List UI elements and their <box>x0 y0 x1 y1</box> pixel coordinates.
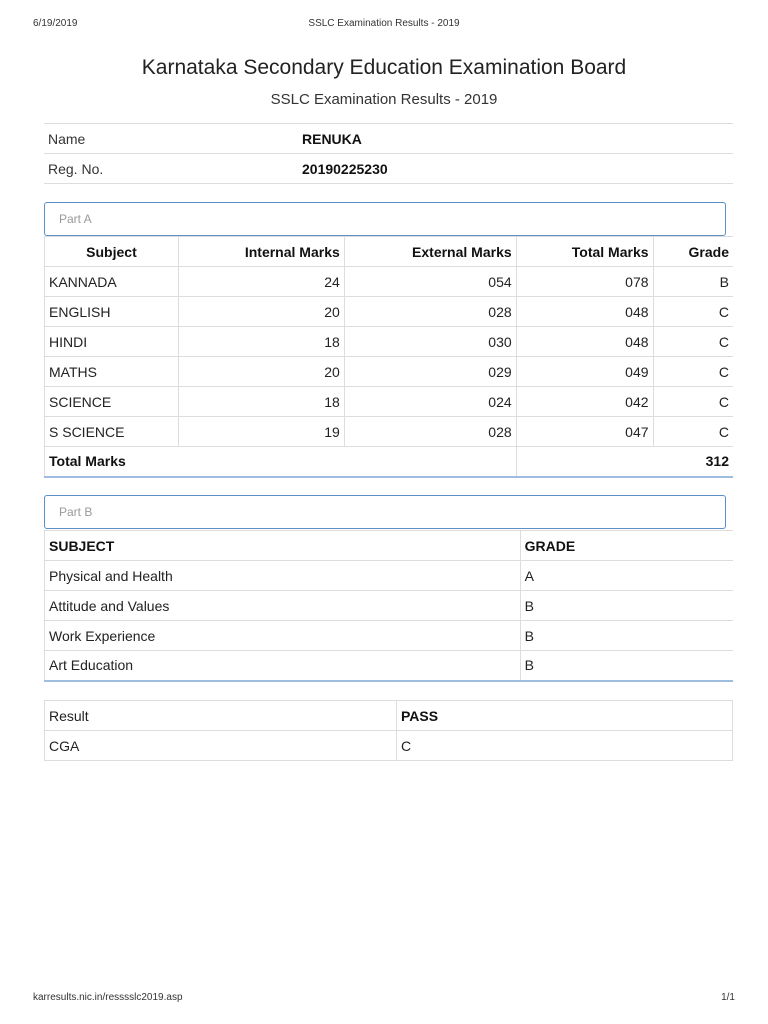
name-label: Name <box>44 124 298 154</box>
col-grade: GRADE <box>520 531 733 561</box>
internal-cell: 24 <box>178 267 344 297</box>
board-title: Karnataka Secondary Education Examination Board <box>141 56 627 79</box>
reg-label: Reg. No. <box>44 154 298 184</box>
part-a-heading: Part A <box>44 202 726 236</box>
grade-cell: A <box>520 561 733 591</box>
external-cell: 028 <box>344 297 516 327</box>
col-subject: SUBJECT <box>45 531 521 561</box>
total-cell: 078 <box>516 267 653 297</box>
print-footer <box>33 992 735 1006</box>
subject-cell: HINDI <box>45 327 179 357</box>
external-cell: 028 <box>344 417 516 447</box>
subject-cell: ENGLISH <box>45 297 179 327</box>
reg-number: 20190225230 <box>298 154 733 184</box>
table-row <box>45 327 734 357</box>
external-cell: 030 <box>344 327 516 357</box>
part-b-grades-table <box>44 530 733 682</box>
subject-cell: Art Education <box>45 651 521 681</box>
col-subject: Subject <box>45 237 179 267</box>
table-row <box>45 561 734 591</box>
print-header <box>33 18 735 32</box>
total-cell: 047 <box>516 417 653 447</box>
table-row <box>45 357 734 387</box>
name-row <box>44 124 733 154</box>
subject-cell: MATHS <box>45 357 179 387</box>
subject-cell: S SCIENCE <box>45 417 179 447</box>
internal-cell: 20 <box>178 357 344 387</box>
table-row <box>45 387 734 417</box>
col-internal-marks: Internal Marks <box>178 237 344 267</box>
subject-cell: KANNADA <box>45 267 179 297</box>
result-table <box>44 700 733 761</box>
internal-cell: 20 <box>178 297 344 327</box>
internal-cell: 19 <box>178 417 344 447</box>
part-b-header-row <box>45 531 734 561</box>
col-total-marks: Total Marks <box>516 237 653 267</box>
grade-cell: C <box>653 357 733 387</box>
grade-cell: C <box>653 387 733 417</box>
table-row <box>45 417 734 447</box>
grade-cell: B <box>520 651 733 681</box>
grade-cell: B <box>520 621 733 651</box>
total-cell: 048 <box>516 297 653 327</box>
part-a-marks-table <box>44 236 733 478</box>
grade-cell: C <box>653 327 733 357</box>
part-a-header-row <box>45 237 734 267</box>
total-cell: 049 <box>516 357 653 387</box>
table-row <box>45 621 734 651</box>
grade-cell: B <box>520 591 733 621</box>
total-marks-row <box>45 447 734 477</box>
external-cell: 029 <box>344 357 516 387</box>
internal-cell: 18 <box>178 387 344 417</box>
total-cell: 048 <box>516 327 653 357</box>
total-marks-label: Total Marks <box>45 447 517 477</box>
table-row <box>45 267 734 297</box>
subject-cell: Physical and Health <box>45 561 521 591</box>
subject-cell: Attitude and Values <box>45 591 521 621</box>
student-info-table <box>44 123 733 184</box>
result-value: PASS <box>397 701 733 731</box>
part-b-heading: Part B <box>44 495 726 529</box>
student-name: RENUKA <box>298 124 733 154</box>
table-row <box>45 297 734 327</box>
table-row <box>45 651 734 681</box>
page-count: 1/1 <box>721 992 735 1003</box>
external-cell: 024 <box>344 387 516 417</box>
total-marks-value: 312 <box>516 447 733 477</box>
total-cell: 042 <box>516 387 653 417</box>
result-label: Result <box>45 701 397 731</box>
cga-value: C <box>397 731 733 761</box>
col-external-marks: External Marks <box>344 237 516 267</box>
table-row <box>45 591 734 621</box>
cga-row <box>45 731 733 761</box>
cga-label: CGA <box>45 731 397 761</box>
reg-row <box>44 154 733 184</box>
subject-cell: Work Experience <box>45 621 521 651</box>
result-row <box>45 701 733 731</box>
print-title: SSLC Examination Results - 2019 <box>308 18 460 29</box>
grade-cell: B <box>653 267 733 297</box>
page-url: karresults.nic.in/resssslc2019.asp <box>33 992 183 1003</box>
external-cell: 054 <box>344 267 516 297</box>
grade-cell: C <box>653 417 733 447</box>
col-grade: Grade <box>653 237 733 267</box>
print-date: 6/19/2019 <box>33 18 78 29</box>
internal-cell: 18 <box>178 327 344 357</box>
exam-title: SSLC Examination Results - 2019 <box>270 91 498 108</box>
subject-cell: SCIENCE <box>45 387 179 417</box>
grade-cell: C <box>653 297 733 327</box>
